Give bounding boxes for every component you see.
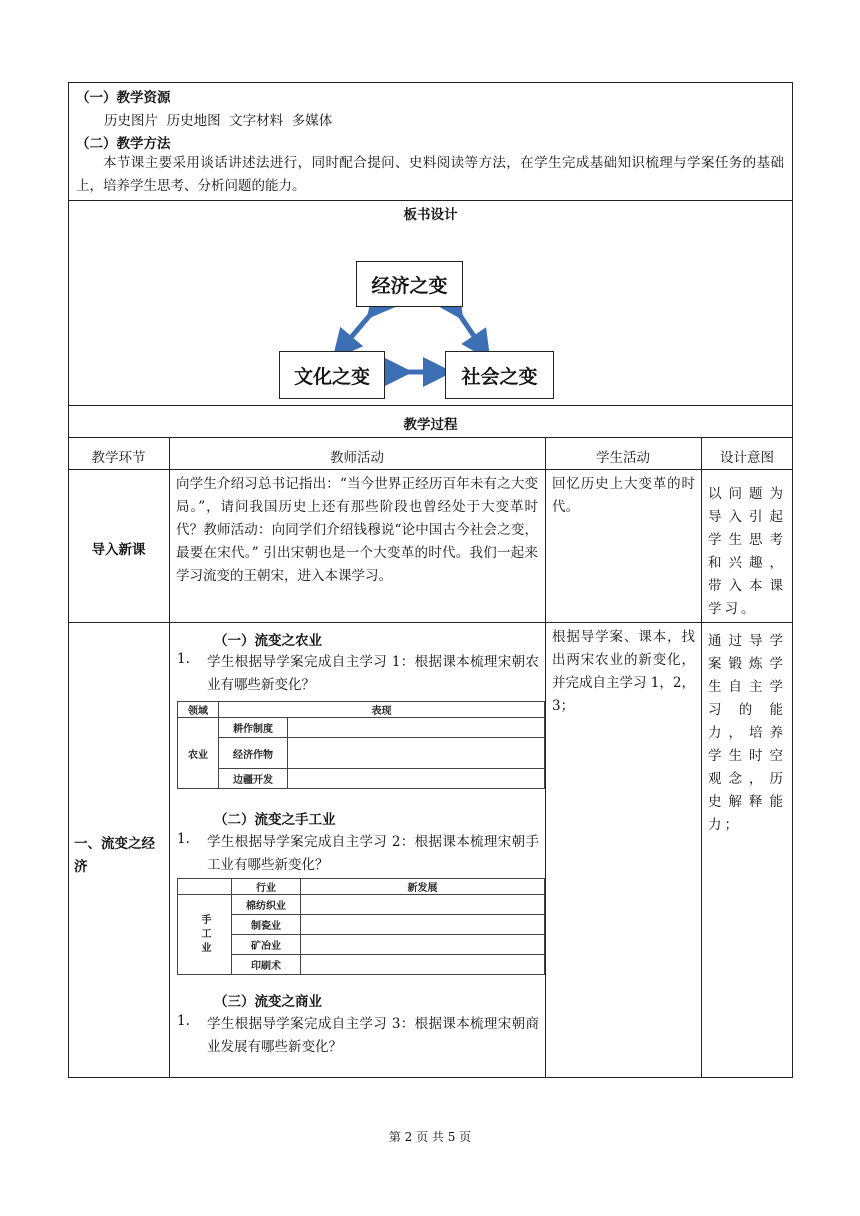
- divider: [68, 469, 793, 470]
- agri-table-cell[interactable]: [288, 738, 545, 769]
- column-divider: [701, 437, 702, 1078]
- agri-task: 学生根据导学案完成自主学习 1：根据课本梳理宋朝农业有哪些新变化？: [207, 654, 539, 693]
- craft-table-row: 印刷术: [232, 955, 301, 975]
- agri-table-row: 耕作制度: [219, 718, 288, 738]
- craft-heading: （二）流变之手工业: [214, 812, 336, 828]
- craft-table-header-dev: 新发展: [301, 879, 545, 895]
- craft-table-cell[interactable]: [301, 935, 545, 955]
- craft-table-header-industry: 行业: [232, 879, 301, 895]
- intro-teacher: 向学生介绍习总书记指出：“当今世界正经历百年未有之大变局。”，请问我国历史上还有那些阶段也曾经处于大变革时代？教师活动：向同学们介绍钱穆说“论中国古今社会之变，最要在宋代。” 引出宋朝也是一个大变革的时代。我们一起来学习流变的王朝宋，进入本课学习。: [176, 476, 538, 584]
- box-economy: 经济之变: [356, 261, 463, 307]
- craft-table-cell[interactable]: [301, 895, 545, 915]
- agri-task-num: 1.: [177, 651, 190, 667]
- agri-table-header-desc: 表现: [219, 702, 545, 718]
- commerce-heading: （三）流变之商业: [214, 994, 322, 1010]
- craft-table-row: 矿冶业: [232, 935, 301, 955]
- arrow-right: [455, 308, 482, 348]
- methods-text: 本节课主要采用谈话讲述法进行，同时配合提问、史料阅读等方法，在学生完成基础知识梳理与学案任务的基础上，培养学生思考、分析问题的能力。: [76, 155, 784, 194]
- intro-intent: 以问题为导入引起学生思考和兴趣，带入本课学习。: [708, 486, 786, 617]
- craft-table-row: 棉纺织业: [232, 895, 301, 915]
- agri-table-row: 经济作物: [219, 738, 288, 769]
- economy-student: 根据导学案、课本，找出两宋农业的新变化，并完成自主学习 1，2，3；: [552, 629, 695, 714]
- agri-table-row: 边疆开发: [219, 769, 288, 789]
- arrow-left: [342, 308, 376, 348]
- economy-intent: 通过导学案锻炼学生自主学习的能力，培养学生时空观念，历史解释能力；: [708, 633, 786, 833]
- board-title: 板书设计: [403, 207, 458, 223]
- resources-heading: （一）教学资源: [76, 90, 171, 106]
- column-divider: [545, 437, 546, 1078]
- handicraft-table: [177, 878, 545, 975]
- column-divider: [169, 437, 170, 1078]
- agri-heading: （一）流变之农业: [214, 633, 322, 649]
- divider: [68, 437, 793, 438]
- box-society: 社会之变: [445, 351, 554, 399]
- craft-table-corner: [178, 879, 232, 895]
- intro-stage: 导入新课: [91, 542, 146, 558]
- divider: [68, 622, 793, 623]
- methods-heading: （二）教学方法: [76, 136, 171, 152]
- commerce-task: 学生根据导学案完成自主学习 3：根据课本梳理宋朝商业发展有哪些新变化？: [207, 1016, 539, 1055]
- header-teacher: 教师活动: [330, 450, 384, 466]
- intro-student: 回忆历史上大变革的时代。: [552, 476, 695, 515]
- divider: [68, 200, 793, 201]
- box-culture: 文化之变: [279, 351, 385, 399]
- craft-table-field: 手工业: [178, 895, 232, 975]
- craft-table-cell[interactable]: [301, 955, 545, 975]
- agriculture-table: [177, 701, 545, 789]
- craft-table-row: 制瓷业: [232, 915, 301, 935]
- header-stage: 教学环节: [91, 450, 146, 466]
- header-student: 学生活动: [596, 450, 650, 466]
- craft-table-cell[interactable]: [301, 915, 545, 935]
- agri-table-cell[interactable]: [288, 718, 545, 738]
- resources-items: 历史图片 历史地图 文字材料 多媒体: [104, 113, 333, 129]
- craft-task: 学生根据导学案完成自主学习 2：根据课本梳理宋朝手工业有哪些新变化？: [207, 834, 539, 873]
- divider: [68, 405, 793, 406]
- craft-task-num: 1.: [177, 831, 190, 847]
- agri-table-header-field: 领域: [178, 702, 219, 718]
- agri-table-field: 农业: [178, 718, 219, 789]
- commerce-task-num: 1.: [177, 1013, 190, 1029]
- header-intent: 设计意图: [720, 450, 774, 466]
- page-footer: 第 2 页 共 5 页: [388, 1130, 472, 1144]
- process-title: 教学过程: [403, 417, 458, 433]
- agri-table-cell[interactable]: [288, 769, 545, 789]
- economy-stage: 一、流变之经济: [74, 836, 155, 875]
